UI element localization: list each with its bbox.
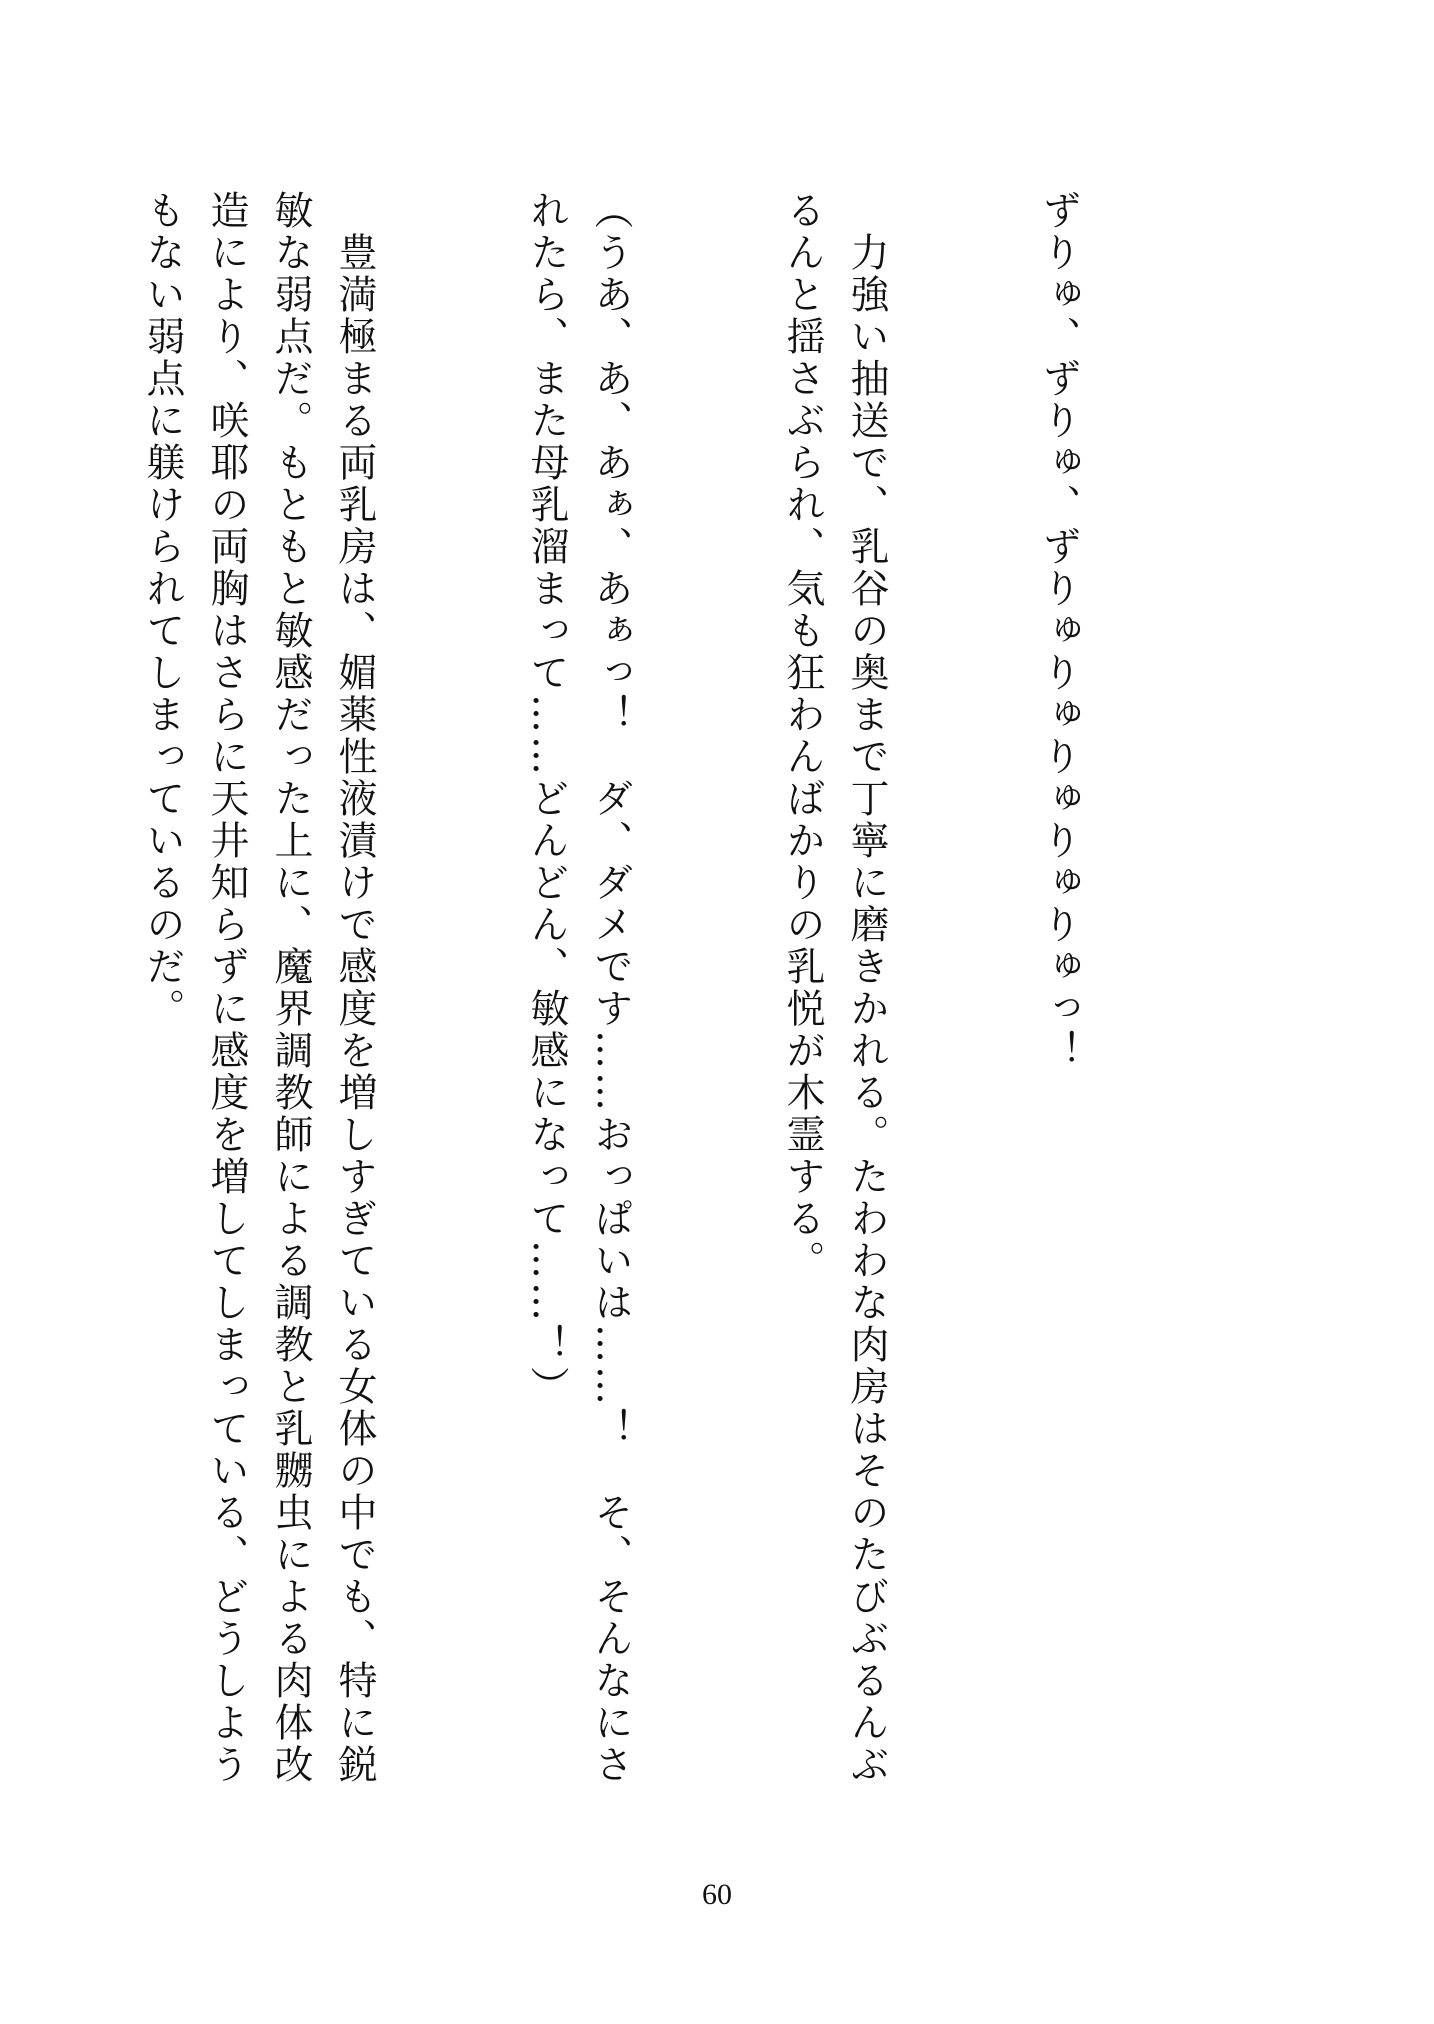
paragraph: ずりゅ、ずりゅ、ずりゅりゅりゅりゅりゅっ！ [1036,190,1081,1072]
paragraph: 力強い抽送で、乳谷の奥まで丁寧に磨きかれる。たわわな肉房はそのたびぶるんぶるんと揺さぶられ、気も狂わんばかりの乳悦が木霊する。 [780,190,889,1786]
paragraph: （うあ、あ、あぁ、あぁっ！ ダ、ダメです……おっぱいは……！ そ、そんなにされたら、また母乳溜まって……どんどん、敏感になって……！） [524,190,633,1786]
page-number: 60 [702,1878,732,1911]
paragraph: 豊満極まる両乳房は、媚薬性液漬けで感度を増しすぎている女体の中でも、特に鋭敏な弱点だ。もともと敏感だった上に、魔界調教師による調教と乳嬲虫による肉体改造により、咲耶の両胸はさらに天井知らずに感度を増してしまっている、どうしようもない弱点に躾けられてしまっているのだ。 [140,190,377,1786]
paragraph [0,190,2,1810]
vertical-text-body [140,190,1218,1810]
